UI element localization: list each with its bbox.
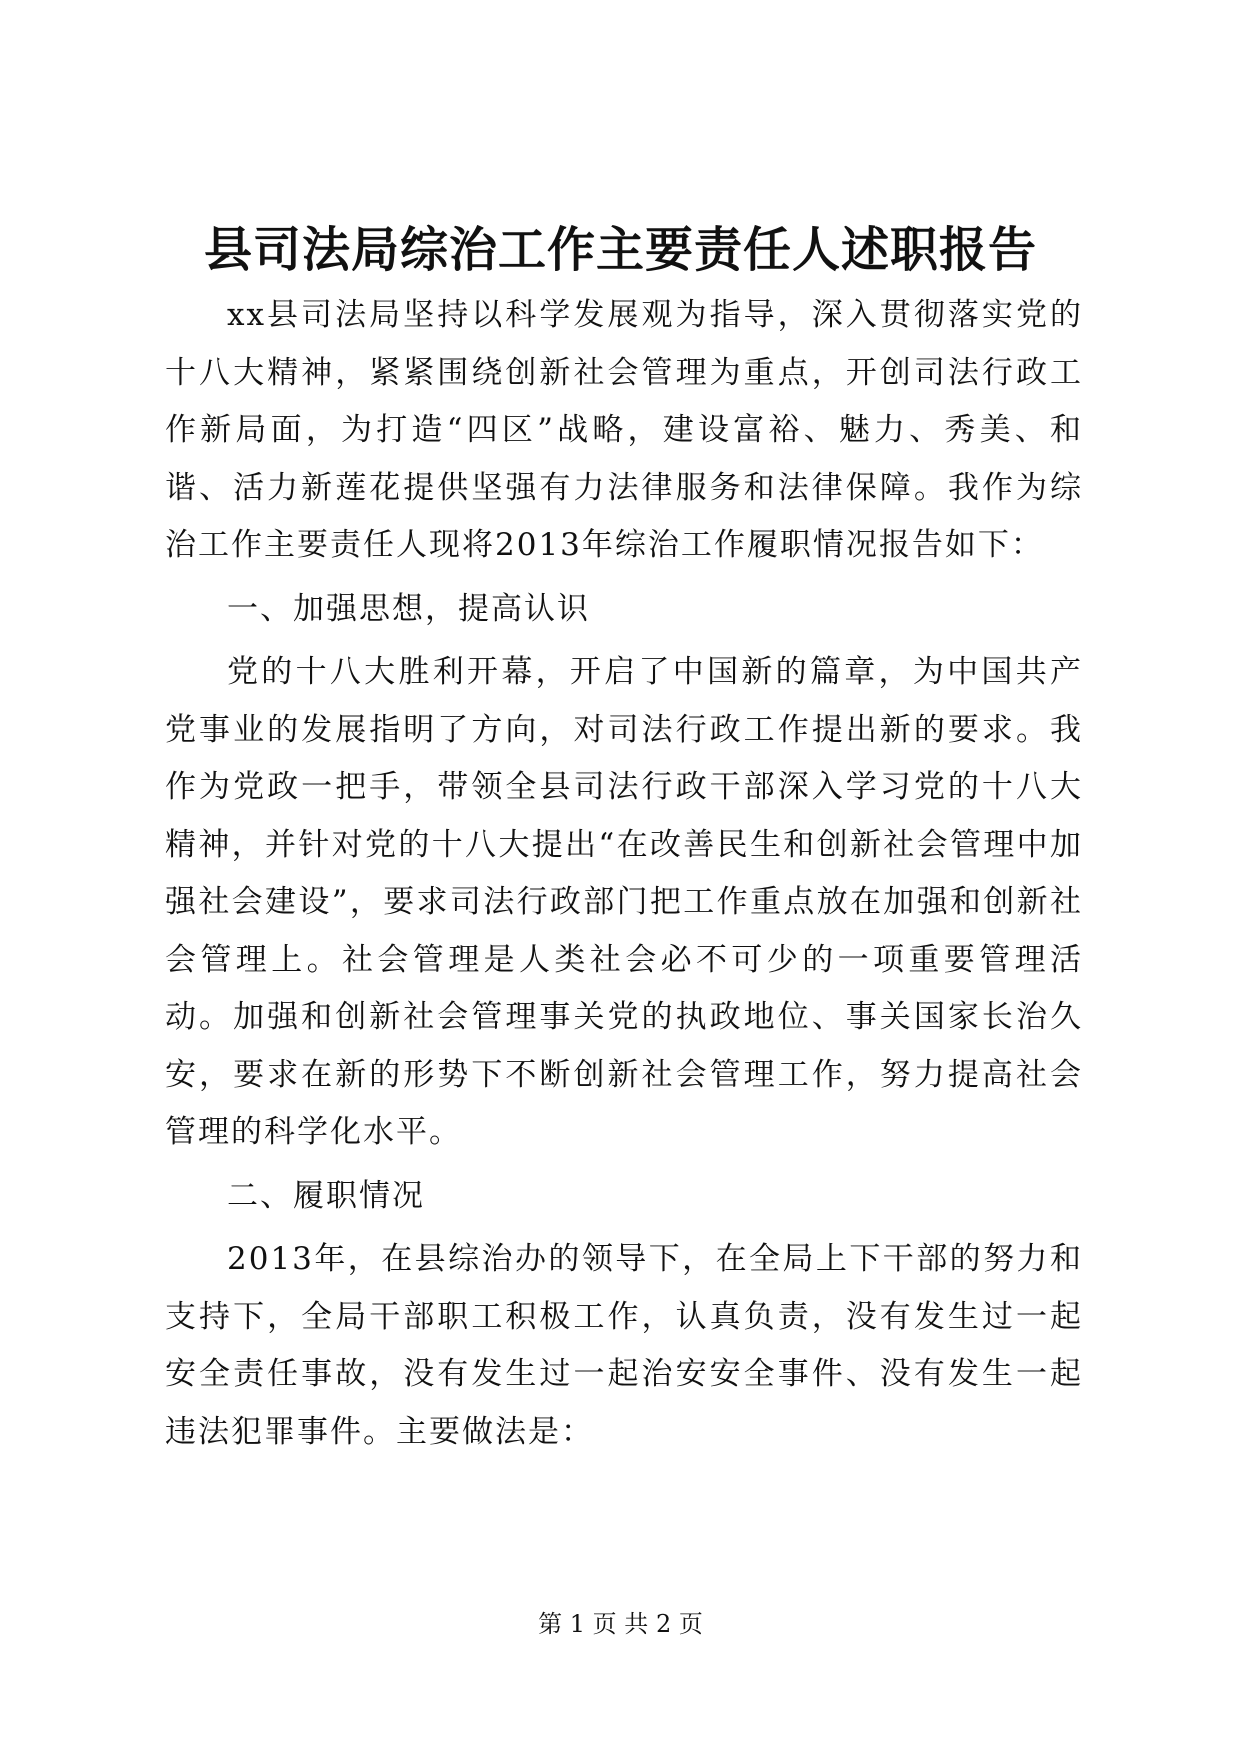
paragraph-section-2: 2013年，在县综治办的领导下，在全局上下干部的努力和支持下，全局干部职工积极工作，认真负责，没有发生过一起安全责任事故，没有发生过一起治安安全事件、没有发生一起违法犯罪事件。主要做法是： <box>165 1241 1083 1450</box>
document-body <box>165 287 1083 1461</box>
section-heading-2: 二、履职情况 <box>227 1177 425 1214</box>
document-title: 县司法局综治工作主要责任人述职报告 <box>203 222 1037 278</box>
section-heading-1: 一、加强思想，提高认识 <box>227 590 590 627</box>
paragraph-section-1: 党的十八大胜利开幕，开启了中国新的篇章，为中国共产党事业的发展指明了方向，对司法行政工作提出新的要求。我作为党政一把手，带领全县司法行政干部深入学习党的十八大精神，并针对党的十八大提出“在改善民生和创新社会管理中加强社会建设”，要求司法行政部门把工作重点放在加强和创新社会管理上。社会管理是人类社会必不可少的一项重要管理活动。加强和创新社会管理事关党的执政地位、事关国家长治久安，要求在新的形势下不断创新社会管理工作，努力提高社会管理的科学化水平。 <box>165 654 1083 1150</box>
paragraph-intro: xx县司法局坚持以科学发展观为指导，深入贯彻落实党的十八大精神，紧紧围绕创新社会管理为重点，开创司法行政工作新局面，为打造“四区”战略，建设富裕、魅力、秀美、和谐、活力新莲花提供坚强有力法律服务和法律保障。我作为综治工作主要责任人现将2013年综治工作履职情况报告如下： <box>165 297 1083 563</box>
page-number-footer: 第 1 页 共 2 页 <box>538 1610 703 1638</box>
